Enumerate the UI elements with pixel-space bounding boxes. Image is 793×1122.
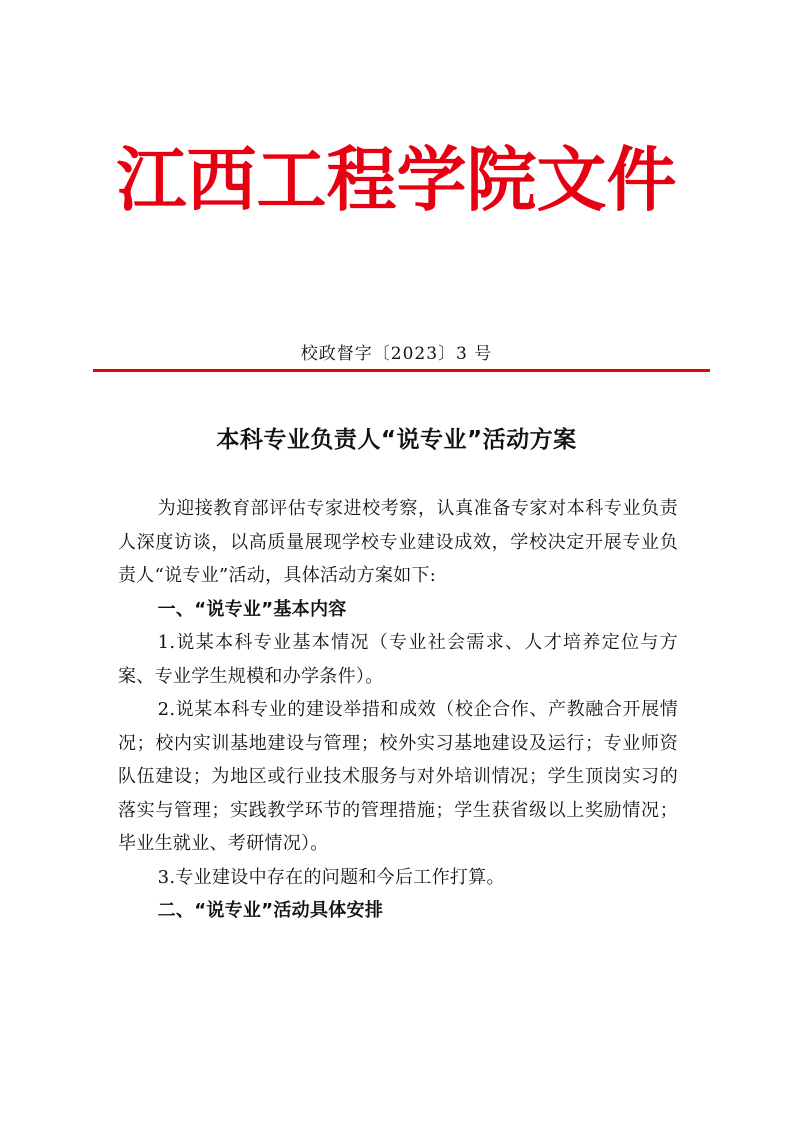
section-heading-2: 二、“说专业”活动具体安排 bbox=[157, 900, 384, 921]
document-body bbox=[118, 492, 678, 928]
masthead-title: 江西工程学院文件 bbox=[116, 138, 677, 221]
document-title: 本科专业负责人“说专业”活动方案 bbox=[216, 427, 577, 453]
intro-paragraph: 为迎接教育部评估专家进校考察，认真准备专家对本科专业负责人深度访谈，以高质量展现学校专业建设成效，学校决定开展专业负责人“说专业”活动，具体活动方案如下: bbox=[118, 498, 678, 586]
document-number: 校政督字〔2023〕3 号 bbox=[300, 344, 493, 364]
content-item-2: 2.说某本科专业的建设举措和成效（校企合作、产教融合开展情况；校内实训基地建设与管理；校外实习基地建设及运行；专业师资队伍建设；为地区或行业技术服务与对外培训情况；学生顶岗实习的落实与管理；实践教学环节的管理措施；学生获省级以上奖励情况；毕业生就业、考研情况）。 bbox=[118, 699, 678, 854]
content-item-1: 1.说某本科专业基本情况（专业社会需求、人才培养定位与方案、专业学生规模和办学条件）。 bbox=[118, 632, 678, 687]
section-heading-1: 一、“说专业”基本内容 bbox=[157, 598, 347, 620]
content-item-3: 3.专业建设中存在的问题和今后工作打算。 bbox=[157, 866, 505, 888]
red-divider-line bbox=[93, 369, 710, 372]
